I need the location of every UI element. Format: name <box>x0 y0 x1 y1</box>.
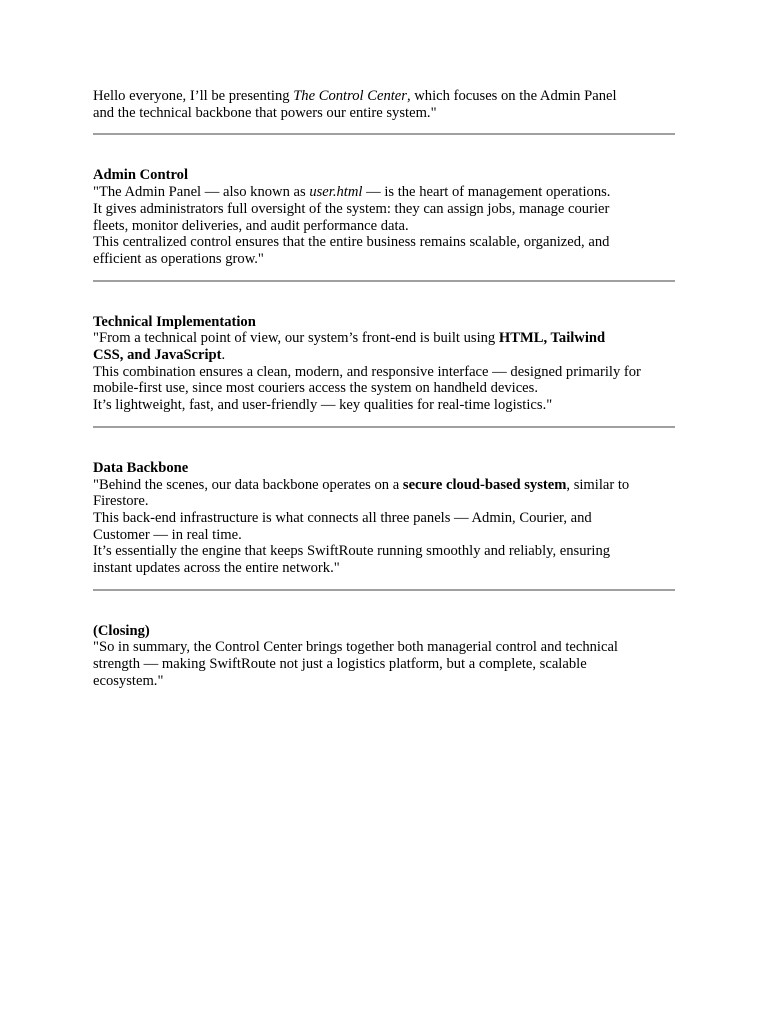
closing-line: "So in summary, the Control Center brings together both managerial control and technical <box>93 639 618 656</box>
admin-line: This centralized control ensures that the entire business remains scalable, organized, and <box>93 234 610 251</box>
technical-line: This combination ensures a clean, modern, and responsive interface — designed primarily for <box>93 363 641 380</box>
spacer <box>93 428 675 460</box>
section-heading: Data Backbone <box>93 459 189 476</box>
spacer <box>93 414 675 426</box>
intro-line <box>93 88 675 105</box>
intro-title-emphasis: The Control Center <box>293 88 407 104</box>
section-heading: Technical Implementation <box>93 313 256 330</box>
technical-line: mobile-first use, since most couriers access the system on handheld devices. <box>93 380 538 397</box>
intro-line: and the technical backbone that powers our entire system." <box>93 104 437 121</box>
backbone-line: It’s essentially the engine that keeps SwiftRoute running smoothly and reliably, ensuring <box>93 543 611 560</box>
backbone-line: instant updates across the entire network." <box>93 560 340 577</box>
backbone-line: This back-end infrastructure is what connects all three panels — Admin, Courier, and <box>93 509 592 526</box>
admin-line: It gives administrators full oversight of the system: they can assign jobs, manage courier <box>93 200 610 217</box>
technical-line <box>93 347 675 364</box>
backbone-line: Firestore. <box>93 493 149 510</box>
tech-stack-bold: CSS, and JavaScript <box>93 347 222 364</box>
admin-line <box>93 184 675 201</box>
spacer <box>93 282 675 314</box>
backbone-line: Customer — in real time. <box>93 526 242 543</box>
filename-emphasis: user.html <box>309 184 363 201</box>
backbone-section <box>93 460 675 577</box>
backbone-text: , similar to <box>566 476 630 493</box>
intro-paragraph <box>93 88 675 121</box>
section-heading: (Closing) <box>93 622 150 639</box>
backbone-line <box>93 477 675 494</box>
closing-section <box>93 623 675 690</box>
admin-line: fleets, monitor deliveries, and audit performance data. <box>93 217 409 234</box>
intro-text: Hello everyone, I’ll be presenting <box>93 88 294 104</box>
technical-line <box>93 330 675 347</box>
spacer <box>93 268 675 280</box>
cloud-system-bold: secure cloud-based system <box>402 476 567 493</box>
backbone-text: "Behind the scenes, our data backbone operates on a <box>93 476 403 493</box>
technical-section <box>93 314 675 414</box>
admin-text: "The Admin Panel — also known as <box>93 184 310 201</box>
technical-line: It’s lightweight, fast, and user-friendly — key qualities for real-time logistics." <box>93 397 553 414</box>
spacer <box>93 135 675 167</box>
intro-text: , which focuses on the Admin Panel <box>406 88 617 104</box>
closing-line: ecosystem." <box>93 672 164 689</box>
document-page <box>93 88 675 690</box>
spacer <box>93 577 675 589</box>
spacer <box>93 591 675 623</box>
admin-line: efficient as operations grow." <box>93 250 264 267</box>
technical-text: "From a technical point of view, our system’s front-end is built using <box>93 330 499 347</box>
technical-text: . <box>221 347 226 364</box>
section-heading: Admin Control <box>93 167 189 184</box>
admin-text: — is the heart of management operations. <box>362 184 611 201</box>
closing-line: strength — making SwiftRoute not just a logistics platform, but a complete, scalable <box>93 656 587 673</box>
admin-section <box>93 167 675 267</box>
tech-stack-bold: HTML, Tailwind <box>498 330 606 347</box>
